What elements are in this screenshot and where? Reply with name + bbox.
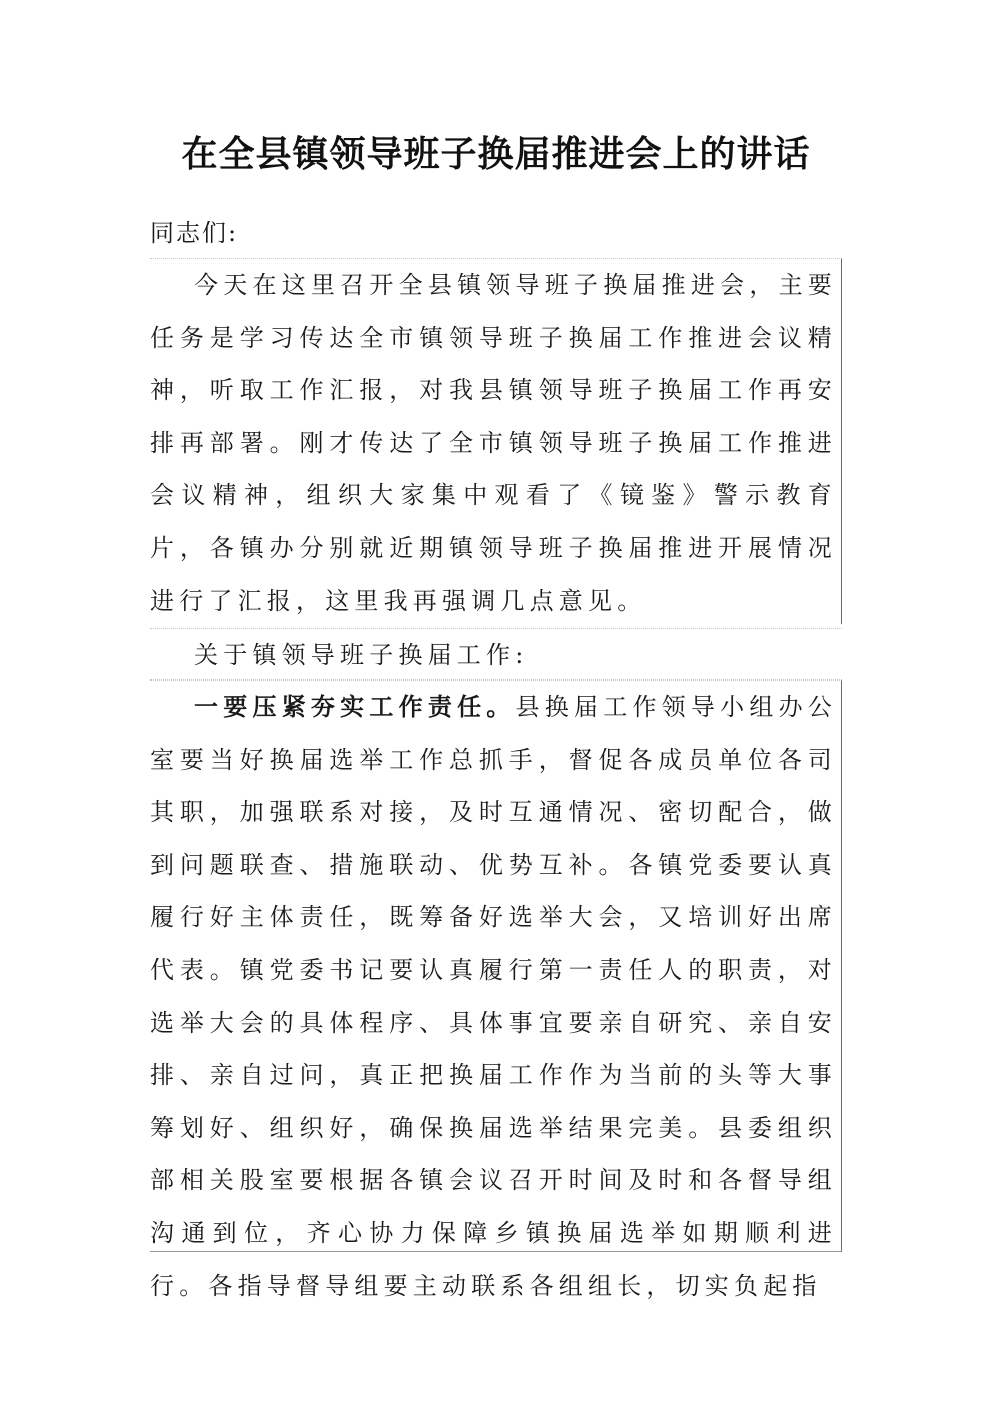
salutation: 同志们: xyxy=(150,219,239,247)
paragraph-intro xyxy=(150,258,842,624)
paragraph-point-one xyxy=(150,680,842,1300)
paragraph-section-heading xyxy=(150,628,842,680)
paragraph-lead-heading: 一要压紧夯实工作责任。 xyxy=(194,692,516,721)
paragraph-text: 关于镇领导班子换届工作: xyxy=(194,641,529,669)
paragraph-text: 县换届工作领导小组办公室要当好换届选举工作总抓手，督促各成员单位各司其职，加强联系对接，及时互通情况、密切配合，做到问题联查、措施联动、优势互补。各镇党委要认真履行好主体责任，既筹备好选举大会，又培训好出席代表。镇党委书记要认真履行第一责任人的职责，对选举大会的具体程序、具体事宜要亲自研究、亲自安排、亲自过问，真正把换届工作作为当前的头等大事筹划好、组织好，确保换届选举结果完美。县委组织部相关股室要根据各镇会议召开时间及时和各督导组沟通到位，齐心协力保障乡镇换届选举如期顺利进行。各指导督导组要主动联系各组组长，切实负起指 xyxy=(150,693,838,1300)
paragraph-text: 今天在这里召开全县镇领导班子换届推进会，主要任务是学习传达全市镇领导班子换届工作推进会议精神，听取工作汇报，对我县镇领导班子换届工作再安排再部署。刚才传达了全市镇领导班子换届工作推进会议精神，组织大家集中观看了《镜鉴》警示教育片，各镇办分别就近期镇领导班子换届推进开展情况进行了汇报，这里我再强调几点意见。 xyxy=(150,271,837,615)
document-title: 在全县镇领导班子换届推进会上的讲话 xyxy=(181,133,811,175)
